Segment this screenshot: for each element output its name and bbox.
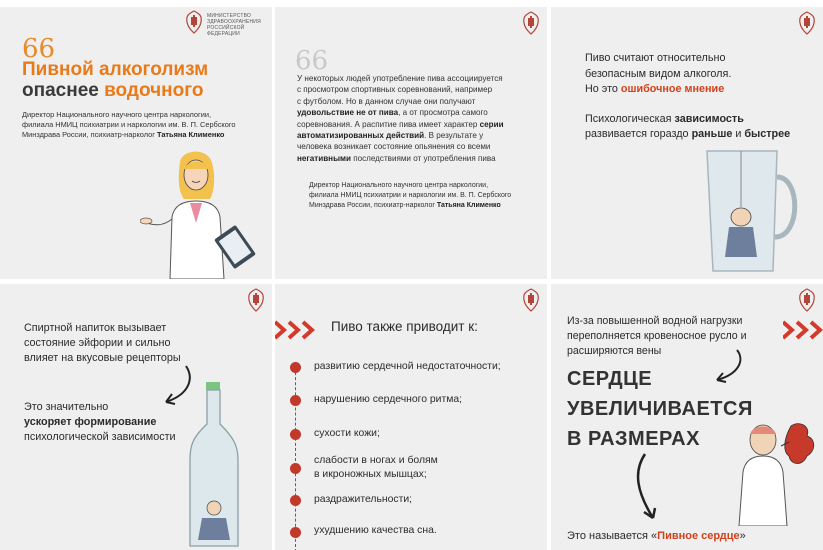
slide-1-title: [22, 59, 208, 101]
title-word-dark: опаснее: [22, 80, 105, 101]
body-line-3: с футболом. Но в данном случае они получают: [297, 96, 476, 106]
bottle-illustration-icon: [186, 380, 244, 550]
list-item: раздражительности;: [314, 494, 413, 505]
body-line-1: У некоторых людей употребление пива ассоциируется: [297, 74, 503, 83]
line-2: безопасным видом алкоголя.: [585, 67, 732, 80]
chevrons-icon: [783, 320, 823, 340]
list-item: ухудшению качества сна.: [314, 525, 437, 536]
text: Но это: [585, 83, 621, 95]
slide-3-text: [585, 51, 790, 143]
text: развивается гораздо: [585, 128, 692, 140]
list-bullet: [290, 362, 301, 373]
body-line-7: человека возникает состояние опьянения со всеми: [297, 142, 491, 152]
author-line-3: [309, 201, 511, 211]
slide-1: [0, 7, 272, 279]
headline-line-1: СЕРДЦЕ: [567, 368, 653, 390]
body-line-4: [297, 107, 504, 118]
headline: [567, 364, 753, 454]
slide-2: [275, 7, 547, 279]
body-line-6: [297, 130, 504, 141]
author-caption: [22, 110, 235, 140]
author-line-1: Директор Национального научного центра наркологии,: [309, 182, 489, 189]
emphasis: раньше: [691, 128, 733, 140]
ministry-label: [207, 13, 272, 37]
slide-2-body: [297, 73, 504, 164]
author-line-2: филиала НМИЦ психиатрии и наркологии им. В. П. Сербского: [22, 120, 236, 129]
ministry-emblem-icon: [797, 11, 817, 35]
highlight: ошибочное мнение: [620, 83, 725, 95]
author-caption: [309, 181, 511, 211]
beer-glass-illustration-icon: [701, 147, 806, 275]
headline-line-3: В РАЗМЕРАХ: [567, 428, 700, 450]
text: Это называется «: [567, 530, 658, 542]
highlight: Пивное сердце: [657, 530, 740, 542]
line-4: [585, 112, 790, 128]
line-5: [24, 415, 176, 430]
slide-4-text-top: [24, 321, 181, 366]
line-3: расширяются вены: [567, 345, 662, 357]
line-1: Из-за повышенной водной нагрузки: [567, 315, 743, 327]
list-item: в икроножных мышцах;: [314, 469, 427, 480]
slide-3: [551, 7, 823, 279]
line-3: влияет на вкусовые рецепторы: [24, 352, 181, 364]
down-arrow-icon: [631, 452, 671, 524]
line-6: психологической зависимости: [24, 431, 176, 443]
line-1: Спиртной напиток вызывает: [24, 322, 167, 334]
list-item: развитию сердечной недостаточности;: [314, 361, 501, 372]
list-bullet: [290, 429, 301, 440]
chevrons-icon: [275, 320, 321, 340]
author-role: Минздрава России, психиатр-нарколог: [22, 130, 157, 139]
text: и: [732, 128, 745, 140]
list-item: нарушению сердечного ритма;: [314, 394, 463, 405]
body-line-5: [297, 119, 504, 130]
author-name: Татьяна Клименко: [436, 202, 501, 209]
author-role: Минздрава России, психиатр-нарколог: [309, 202, 437, 209]
line-2: состояние эйфории и сильно: [24, 337, 171, 349]
ministry-emblem-icon: [521, 11, 541, 35]
list-bullet: [290, 463, 301, 474]
text: »: [739, 530, 746, 542]
slide-5: [275, 284, 547, 550]
emphasis: быстрее: [744, 128, 791, 140]
body-line-8: [297, 153, 504, 164]
author-name: Татьяна Клименко: [156, 130, 225, 139]
ministry-line-1: МИНИСТЕРСТВО: [207, 13, 252, 19]
emphasis: зависимость: [674, 112, 744, 125]
slide-4: [0, 284, 272, 550]
timeline-line: [295, 362, 296, 550]
headline-line-2: УВЕЛИЧИВАЕТСЯ: [567, 398, 753, 420]
ministry-emblem-icon: [797, 288, 817, 312]
list-bullet: [290, 495, 301, 506]
line-4: Это значительно: [24, 401, 109, 413]
title-line-2: [22, 80, 208, 101]
emphasis: серии: [479, 119, 504, 129]
text: . В результате у: [424, 131, 484, 141]
list-item: слабости в ногах и болям: [314, 455, 438, 466]
text: , а от просмотра самого: [398, 108, 488, 118]
ministry-emblem-icon: [246, 288, 266, 312]
line-2: переполняется кровеносное русло и: [567, 330, 747, 342]
man-with-heart-illustration-icon: [737, 422, 821, 526]
body-line-2: с просмотром спортивных соревнований, например: [297, 85, 493, 95]
line-5: [585, 127, 790, 143]
emphasis: ускоряет формирование: [24, 416, 157, 428]
line-3: [585, 82, 790, 98]
emphasis: негативными: [297, 153, 351, 163]
emphasis: удовольствие не от пива: [297, 108, 399, 118]
quote-mark: 66: [295, 46, 329, 76]
title-word-accent: водочного: [104, 80, 204, 101]
ministry-emblem-icon: [184, 10, 204, 34]
emphasis: автоматизированных действий: [297, 131, 425, 141]
list-bullet: [290, 527, 301, 538]
author-line-3: [22, 130, 235, 140]
slide-6: [551, 284, 823, 550]
ministry-line-3: РОССИЙСКОЙ ФЕДЕРАЦИИ: [207, 25, 245, 37]
list-item: сухости кожи;: [314, 428, 380, 439]
ministry-emblem-icon: [521, 288, 541, 312]
author-line-2: филиала НМИЦ психиатрии и наркологии им. В. П. Сербского: [309, 192, 512, 199]
title-line-1: Пивной алкоголизм: [22, 59, 209, 80]
line-1: Пиво считают относительно: [585, 52, 726, 64]
text: последствиями от употребления пива: [350, 153, 496, 163]
list-bullet: [290, 395, 301, 406]
slide-4-text-bottom: [24, 400, 176, 445]
slide-5-heading: Пиво также приводит к:: [331, 319, 478, 334]
bottom-caption: [567, 530, 746, 542]
ministry-line-2: ЗДРАВООХРАНЕНИЯ: [207, 19, 261, 25]
quote-mark: 66: [22, 34, 56, 64]
doctor-illustration-icon: [140, 147, 270, 279]
author-line-1: Директор Национального научного центра наркологии,: [22, 110, 212, 119]
text: соревнования. А распитие пива имеет характер: [297, 119, 480, 129]
text: Психологическая: [585, 112, 675, 125]
